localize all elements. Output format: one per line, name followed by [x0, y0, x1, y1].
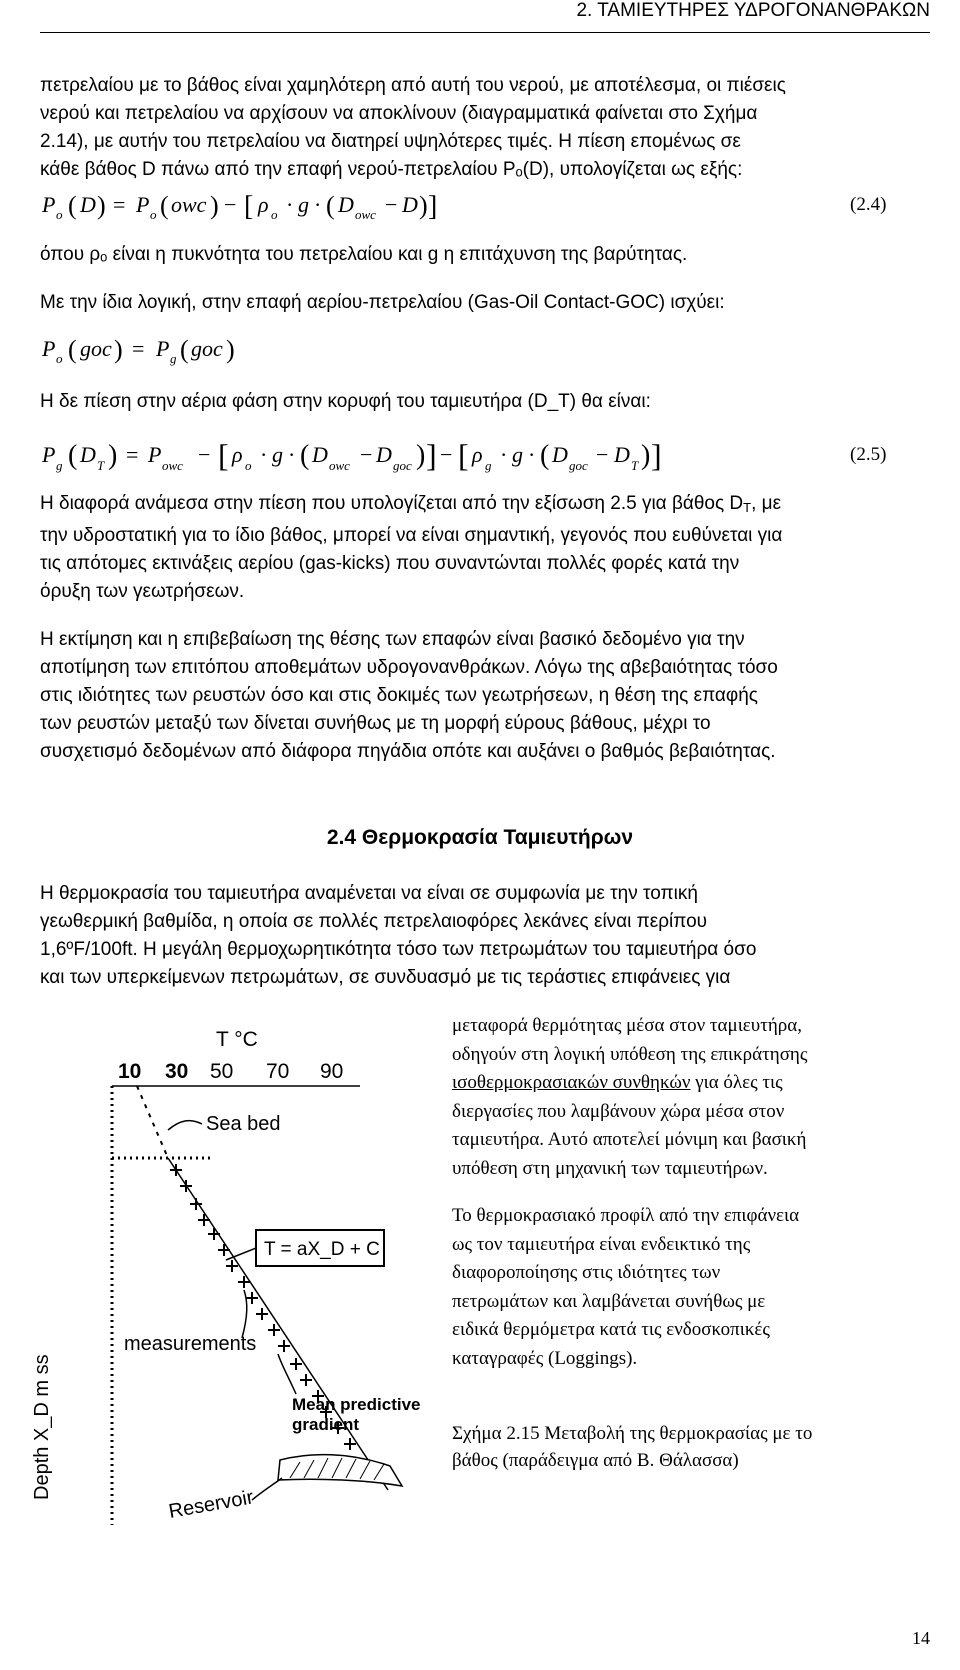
rc2-line-2: ως τον ταμιευτήρα είναι ενδεικτικό της [452, 1233, 751, 1255]
svg-text:P: P [136, 192, 150, 217]
svg-text:goc: goc [393, 458, 412, 473]
mean-label-line-2: gradient [292, 1415, 360, 1434]
svg-text:): ) [114, 335, 123, 364]
svg-text:=: = [126, 442, 139, 467]
svg-text:g: g [272, 442, 283, 467]
measurements-pointer [242, 1290, 247, 1338]
svg-text:P: P [42, 336, 56, 361]
svg-text:]: ] [651, 437, 662, 473]
svg-text:goc: goc [80, 336, 112, 361]
svg-text:P: P [42, 442, 56, 467]
svg-text:): ) [97, 191, 106, 220]
mean-label-line-1: Mean predictive [292, 1395, 421, 1414]
svg-text:(: ( [180, 335, 189, 364]
svg-text:[: [ [244, 191, 254, 222]
temp-line-1: Η θερμοκρασία του ταμιευτήρα αναμένεται να είναι σε συμφωνία με την τοπική [40, 883, 698, 904]
temp-line-2: γεωθερμική βαθμίδα, η οποία σε πολλές πετρελαιοφόρες λεκάνες είναι περίπου [40, 911, 708, 932]
difference-paragraph [40, 490, 930, 606]
svg-text:o: o [56, 351, 63, 366]
diff-line-1: Η διαφορά ανάμεσα στην πίεση που υπολογίζεται από την εξίσωση 2.5 για βάθος DT, με [40, 493, 782, 515]
svg-text:=: = [132, 336, 145, 361]
temperature-paragraph [40, 880, 930, 992]
svg-text:P: P [42, 192, 56, 217]
rc2-line-5: ειδικά θερμόμετρα κατά τις ενδοσκοπικές [452, 1319, 770, 1340]
goc-line: Με την ίδια λογική, στην επαφή αερίου-πετρελαίου (Gas-Oil Contact-GOC) ισχύει: [40, 292, 725, 313]
tick-label-30: 30 [165, 1060, 189, 1083]
intro-line-4: κάθε βάθος D πάνω από την επαφή νερού-πετρελαίου Pₒ(D), υπολογίζεται ως εξής: [40, 159, 743, 180]
svg-text:·: · [500, 442, 508, 467]
running-header: 2. ΤΑΜΙΕΥΤΗΡΕΣ ΥΔΡΟΓΟΝΑΝΘΡΑΚΩΝ [576, 0, 930, 21]
svg-text:owc: owc [162, 458, 183, 473]
rc1-line-2: οδηγούν στη λογική υπόθεση της επικράτησης [452, 1043, 808, 1065]
right-column-paragraph-1 [452, 1012, 930, 1183]
svg-text:g: g [56, 458, 63, 473]
tick-label-70: 70 [266, 1060, 290, 1083]
svg-text:ρ: ρ [232, 442, 243, 467]
tick-label-10: 10 [118, 1060, 142, 1083]
equation-2-4-number: (2.4) [850, 194, 887, 215]
svg-text:g: g [170, 351, 177, 366]
svg-text:T: T [97, 458, 105, 473]
svg-text:(: ( [68, 335, 77, 364]
svg-text:o: o [150, 207, 157, 222]
measurements-label: measurements [124, 1333, 257, 1355]
svg-text:D: D [312, 442, 328, 467]
svg-text:D: D [338, 192, 354, 217]
svg-text:): ) [108, 440, 118, 471]
rc1-line-4: διεργασίες που λαμβάνουν χώρα μέσα στον [452, 1100, 785, 1122]
rc1-line-3: ισοθερμοκρασιακών συνθηκών για όλες τις [452, 1072, 783, 1093]
svg-text:goc: goc [191, 336, 223, 361]
temperature-depth-figure [20, 1020, 450, 1550]
svg-text:·: · [288, 442, 296, 467]
svg-text:[: [ [458, 437, 469, 473]
sea-bed-pointer [168, 1121, 202, 1130]
equation-goc-render [40, 330, 440, 370]
sea-bed-label: Sea bed [206, 1113, 281, 1135]
svg-text:): ) [226, 335, 235, 364]
tick-label-50: 50 [210, 1060, 234, 1083]
formula-text: T = aX_D + C [264, 1239, 380, 1260]
svg-text:D: D [80, 192, 96, 217]
svg-text:−: − [198, 442, 211, 467]
contacts-line-5: συσχετισμό δεδομένων από διάφορα πηγάδια οπότε και αυξάνει ο βαθμός βεβαιότητας. [40, 741, 776, 762]
svg-text:P: P [148, 442, 162, 467]
svg-text:o: o [271, 207, 278, 222]
svg-text:D: D [80, 442, 96, 467]
svg-text:): ) [641, 440, 651, 471]
svg-text:D: D [614, 442, 630, 467]
gas-pressure-line: Η δε πίεση στην αέρια φάση στην κορυφή του ταμιευτήρα (D_T) θα είναι: [40, 391, 651, 412]
svg-text:o: o [56, 207, 63, 222]
svg-text:]: ] [426, 437, 437, 473]
equation-2-5 [40, 432, 930, 480]
svg-text:): ) [419, 191, 428, 220]
intro-paragraph [40, 72, 930, 184]
svg-text:o: o [245, 458, 252, 473]
contacts-line-2: αποτίμηση των επιτόπου αποθεμάτων υδρογονανθράκων. Λόγω της αβεβαιότητας τόσο [40, 657, 778, 678]
svg-text:=: = [113, 192, 126, 217]
diff-line-2: την υδροστατική για το ίδιο βάθος, μπορεί να είναι σημαντική, γεγονός που ευθύνεται για [40, 525, 783, 546]
svg-text:ρ: ρ [258, 192, 269, 217]
svg-text:·: · [314, 192, 322, 217]
svg-text:): ) [210, 191, 219, 220]
svg-text:D: D [376, 442, 392, 467]
caption-line-1: Σχήμα 2.15 Μεταβολή της θερμοκρασίας με το [452, 1423, 813, 1444]
rc1-line-5: ταμιευτήρα. Αυτό αποτελεί μόνιμη και βασική [452, 1129, 807, 1150]
svg-text:T: T [631, 458, 639, 473]
mean-gradient-line [168, 1158, 388, 1490]
svg-text:): ) [416, 440, 426, 471]
temp-line-3: 1,6ºF/100ft. Η μεγάλη θερμοχωρητικότητα τόσο των πετρωμάτων του ταμιευτήρα όσο [40, 939, 757, 960]
rc2-line-6: καταγραφές (Loggings). [452, 1347, 638, 1369]
right-column-paragraph-2 [452, 1202, 930, 1373]
svg-text:(: ( [300, 440, 310, 471]
equation-goc [40, 330, 440, 370]
svg-text:−: − [440, 442, 453, 467]
contacts-line-1: Η εκτίμηση και η επιβεβαίωση της θέσης των επαφών είναι βασικό δεδομένο για την [40, 629, 745, 650]
equation-2-4 [40, 186, 930, 226]
svg-text:−: − [224, 192, 237, 217]
equation-2-5-number: (2.5) [850, 444, 887, 465]
svg-text:ρ: ρ [472, 442, 483, 467]
contacts-line-4: των ρευστών μεταξύ των δίνεται συνήθως με τη μορφή εύρους βάθους, μέχρι το [40, 713, 711, 734]
contacts-line-3: στις ιδιότητες των ρευστών όσο και στις δοκιμές των γεωτρήσεων, η θέση της επαφής [40, 685, 758, 706]
svg-text:(: ( [68, 191, 77, 220]
caption-line-2: βάθος (παράδειγμα από Β. Θάλασσα) [452, 1450, 739, 1471]
svg-text:(: ( [160, 191, 169, 220]
svg-text:owc: owc [171, 192, 207, 217]
temp-axis-label: T °C [216, 1028, 258, 1051]
page-number: 14 [912, 1628, 930, 1648]
rc2-line-4: πετρωμάτων και λαμβάνεται συνήθως με [452, 1290, 766, 1312]
svg-text:g: g [512, 442, 523, 467]
header-rule [40, 32, 930, 33]
equation-2-4-render [40, 186, 930, 226]
svg-text:g: g [485, 458, 492, 473]
svg-text:−: − [360, 442, 373, 467]
intro-line-2: νερού και πετρελαίου να αρχίσουν να αποκλίνουν (διαγραμματικά φαίνεται στο Σχήμα [40, 103, 758, 124]
svg-text:·: · [286, 192, 294, 217]
svg-text:goc: goc [569, 458, 588, 473]
svg-text:owc: owc [355, 207, 376, 222]
svg-text:−: − [385, 192, 398, 217]
intro-line-3: 2.14), με αυτήν του πετρελαίου να διατηρεί υψηλότερες τιμές. Η πίεση επομένως σε [40, 131, 741, 152]
svg-text:g: g [298, 192, 309, 217]
diff-line-3: τις απότομες εκτινάξεις αερίου (gas-kicks) που συναντώνται πολλές φορές κατά την [40, 553, 740, 574]
formula-pointer [226, 1248, 256, 1260]
surface-gradient-dashed [137, 1086, 168, 1158]
tick-label-90: 90 [320, 1060, 344, 1083]
temp-line-4: και των υπερκείμενων πετρωμάτων, σε συνδυασμό με τις τεράστιες επιφάνειες για [40, 967, 731, 988]
contacts-paragraph [40, 626, 930, 766]
svg-text:(: ( [326, 191, 335, 220]
svg-text:(: ( [68, 440, 78, 471]
equation-2-5-render [40, 432, 930, 480]
svg-text:owc: owc [329, 458, 350, 473]
diff-line-4: όρυξη των γεωτρήσεων. [40, 581, 245, 602]
svg-text:]: ] [428, 191, 438, 222]
svg-text:D: D [402, 192, 418, 217]
figure-caption [452, 1420, 930, 1474]
svg-text:[: [ [218, 437, 229, 473]
svg-text:·: · [260, 442, 268, 467]
rc2-line-1: Το θερμοκρασιακό προφίλ από την επιφάνεια [452, 1205, 800, 1226]
temperature-depth-figure-svg [20, 1020, 450, 1550]
svg-text:·: · [528, 442, 536, 467]
mean-gradient-pointer [278, 1354, 296, 1394]
rc1-line-6: υπόθεση στη μηχανική των ταμιευτήρων. [452, 1157, 768, 1179]
svg-text:(: ( [540, 440, 550, 471]
reservoir-pointer [252, 1478, 282, 1500]
svg-text:D: D [552, 442, 568, 467]
reservoir-shape [278, 1455, 402, 1486]
rc1-line-1: μεταφορά θερμότητας μέσα στον ταμιευτήρα, [452, 1015, 802, 1036]
rc2-line-3: διαφοροποίησης στις ιδιότητες των [452, 1262, 721, 1283]
reservoir-label: Reservoir [167, 1486, 256, 1523]
where-line: όπου ρₒ είναι η πυκνότητα του πετρελαίου και g η επιτάχυνση της βαρύτητας. [40, 244, 688, 265]
depth-axis-label: Depth X_D m ss [31, 1354, 53, 1500]
svg-text:−: − [596, 442, 609, 467]
intro-line-1: πετρελαίου με το βάθος είναι χαμηλότερη από αυτή του νερού, με αποτέλεσμα, οι πιέσεις [40, 75, 786, 96]
svg-text:P: P [156, 336, 170, 361]
section-heading: 2.4 Θερμοκρασία Ταμιευτήρων [326, 826, 634, 849]
